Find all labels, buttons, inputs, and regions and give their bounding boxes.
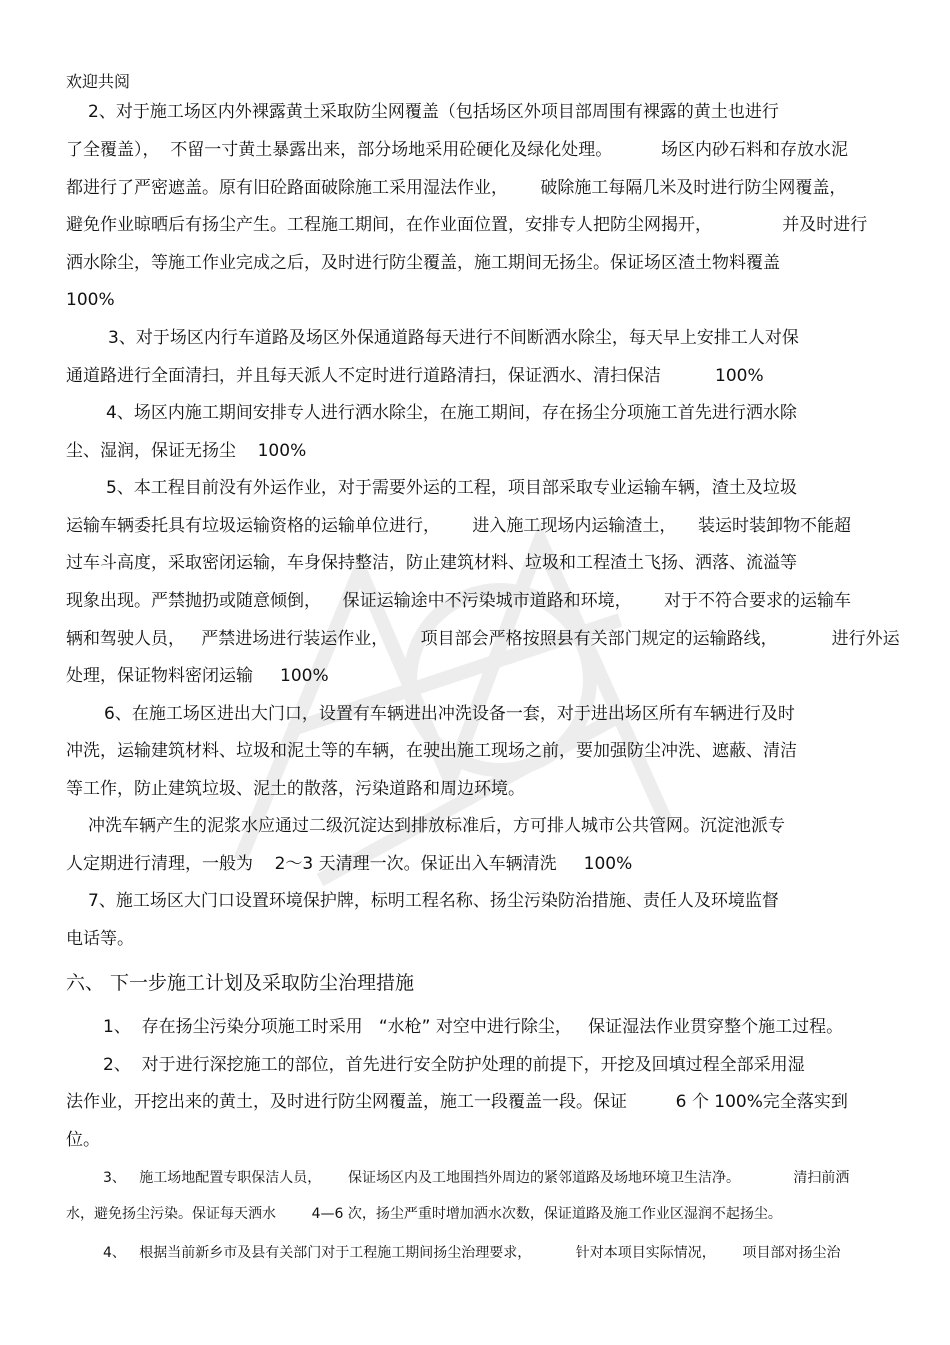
watermark-stamp bbox=[200, 480, 720, 910]
text-line: 过车斗高度，采取密闭运输，车身保持整洁，防止建筑材料、垃圾和工程渣土飞扬、洒落、流溢等 bbox=[66, 553, 797, 573]
text-line: 位。 bbox=[66, 1130, 100, 1150]
text-line: 5、本工程目前没有外运作业，对于需要外运的工程，项目部采取专业运输车辆，渣土及垃圾 bbox=[106, 478, 797, 498]
text-line: 冲洗，运输建筑材料、垃圾和泥土等的车辆，在驶出施工现场之前，要加强防尘冲洗、遮蔽、清洁 bbox=[66, 741, 797, 761]
text-line: 洒水除尘，等施工作业完成之后，及时进行防尘覆盖，施工期间无扬尘。保证场区渣土物料覆盖 bbox=[66, 253, 780, 273]
text-line: 辆和驾驶人员， 严禁进场进行装运作业， 项目部会严格按照县有关部门规定的运输路线， 进行外运 bbox=[66, 629, 900, 649]
text-line: 3、对于场区内行车道路及场区外保通道路每天进行不间断洒水除尘，每天早上安排工人对保 bbox=[108, 328, 799, 348]
text-line: 现象出现。严禁抛扔或随意倾倒， 保证运输途中不污染城市道路和环境， 对于不符合要求的运输车 bbox=[66, 591, 852, 611]
text-line: 等工作，防止建筑垃圾、泥土的散落，污染道路和周边环境。 bbox=[66, 779, 525, 799]
text-line: 法作业，开挖出来的黄土，及时进行防尘网覆盖，施工一段覆盖一段。保证 6 个 100%完全落实到 bbox=[66, 1092, 848, 1112]
text-line: 人定期进行清理，一般为 2～3 天清理一次。保证出入车辆清洗 100% bbox=[66, 854, 633, 874]
text-line: 2、对于施工场区内外裸露黄土采取防尘网覆盖（包括场区外项目部周围有裸露的黄土也进行 bbox=[88, 102, 779, 122]
text-line: 处理，保证物料密闭运输 100% bbox=[66, 666, 329, 686]
text-line: 1、 存在扬尘污染分项施工时采用 “水枪” 对空中进行除尘， 保证湿法作业贯穿整个施工过程。 bbox=[103, 1017, 844, 1037]
text-line: 7、施工场区大门口设置环境保护牌，标明工程名称、扬尘污染防治措施、责任人及环境监督 bbox=[88, 891, 779, 911]
text-line: 了全覆盖）， 不留一寸黄土暴露出来，部分场地采用砼硬化及绿化处理。 场区内砂石料和存放水泥 bbox=[66, 140, 848, 160]
page-header: 欢迎共阅 bbox=[66, 72, 131, 91]
text-line: 都进行了严密遮盖。原有旧砼路面破除施工采用湿法作业， 破除施工每隔几米及时进行防尘网覆盖， bbox=[66, 178, 847, 198]
text-line: 100% bbox=[66, 290, 115, 310]
text-line: 运输车辆委托具有垃圾运输资格的运输单位进行， 进入施工现场内运输渣土， 装运时装卸物不能超 bbox=[66, 516, 852, 536]
text-line: 6、在施工场区进出大门口，设置有车辆进出冲洗设备一套，对于进出场区所有车辆进行及时 bbox=[104, 704, 795, 724]
text-line: 通道路进行全面清扫，并且每天派人不定时进行道路清扫，保证洒水、清扫保洁 100% bbox=[66, 366, 764, 386]
text-line: 水，避免扬尘污染。保证每天洒水 4—6 次，扬尘严重时增加洒水次数，保证道路及施工作业区湿润不起扬尘。 bbox=[66, 1206, 782, 1222]
text-line: 4、场区内施工期间安排专人进行洒水除尘，在施工期间，存在扬尘分项施工首先进行洒水除 bbox=[106, 403, 797, 423]
text-line: 电话等。 bbox=[66, 929, 134, 949]
text-line: 尘、湿润，保证无扬尘 100% bbox=[66, 441, 307, 461]
text-line: 冲洗车辆产生的泥浆水应通过二级沉淀达到排放标准后，方可排人城市公共管网。沉淀池派专 bbox=[88, 816, 785, 836]
text-line: 4、 根据当前新乡市及县有关部门对于工程施工期间扬尘治理要求， 针对本项目实际情况， 项目部对扬尘治 bbox=[103, 1245, 841, 1261]
text-line: 3、 施工场地配置专职保洁人员， 保证场区内及工地围挡外周边的紧邻道路及场地环境卫生洁净。 清扫前洒 bbox=[103, 1170, 850, 1186]
section-heading: 六、 下一步施工计划及采取防尘治理措施 bbox=[66, 972, 415, 994]
text-line: 2、 对于进行深挖施工的部位，首先进行安全防护处理的前提下，开挖及回填过程全部采用湿 bbox=[103, 1055, 805, 1075]
text-line: 避免作业晾晒后有扬尘产生。工程施工期间，在作业面位置，安排专人把防尘网揭开， 并及时进行 bbox=[66, 215, 868, 235]
